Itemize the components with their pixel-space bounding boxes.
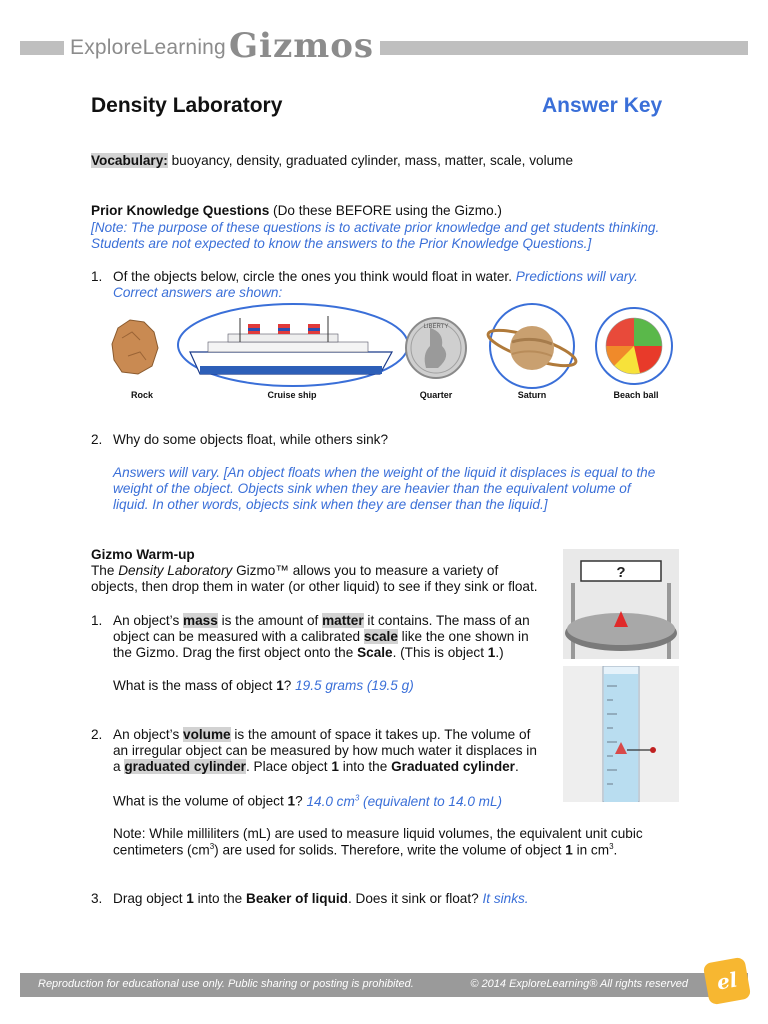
warmup-q1-answer: 19.5 grams (19.5 g)	[295, 678, 414, 693]
warmup-q2-l3c: into the	[338, 759, 392, 774]
object-label-cruise-ship: Cruise ship	[267, 390, 317, 400]
warmup-q1-l1a: An object’s	[113, 613, 184, 628]
warmup-q1-question	[113, 678, 414, 693]
warmup-q3-a: Drag object	[113, 891, 187, 906]
cruise-ship-image	[190, 316, 392, 374]
prior-q1-text-line	[113, 269, 638, 284]
warmup-heading: Gizmo Warm-up	[91, 547, 195, 562]
warmup-note-l2d: .	[613, 842, 618, 858]
footer-left-text: Reproduction for educational use only. Public sharing or posting is prohibited.	[38, 978, 414, 990]
warmup-q1-l2b: like the one shown in	[397, 629, 529, 644]
prior-knowledge-heading: Prior Knowledge Questions	[91, 203, 270, 218]
brand-gizmos: Gizmos	[229, 26, 375, 66]
warmup-intro-c: Gizmo™ allows you to measure a variety of	[232, 563, 499, 578]
warmup-intro-gizmo-name: Density Laboratory	[118, 563, 233, 578]
warmup-q2-line-2: an irregular object can be measured by how much water it displaces in	[113, 743, 537, 758]
warmup-q2-answer	[306, 794, 502, 809]
prior-q2-text: Why do some objects float, while others sink?	[113, 432, 389, 447]
prior-q2-answer-1: Answers will vary. [An object floats when the weight of the liquid it displaces is equal to the	[113, 465, 656, 480]
term-mass: mass	[183, 613, 218, 628]
warmup-q2-l1a: An object’s	[113, 727, 184, 742]
explorelearning-logo-icon: el	[703, 957, 752, 1006]
warmup-q1-scale-bold: Scale	[357, 645, 393, 660]
warmup-q2-l3a: a	[113, 759, 125, 774]
warmup-q3-beaker-bold: Beaker of liquid	[246, 891, 348, 906]
answer-key-label: Answer Key	[542, 94, 663, 117]
brand-explorelearning: ExploreLearning	[70, 36, 226, 59]
page-title: Density Laboratory	[91, 94, 283, 117]
warmup-q1-l1b: is the amount of	[217, 613, 323, 628]
warmup-q1-ask-b: ?	[283, 678, 296, 693]
warmup-note-sup2: 3	[609, 842, 614, 851]
warmup-q3-answer: It sinks.	[482, 891, 529, 906]
warmup-q1-line-1	[113, 613, 530, 628]
warmup-q2-ask-a: What is the volume of object	[113, 793, 288, 809]
term-scale: scale	[363, 629, 398, 644]
beach-ball-image	[606, 318, 662, 374]
vocabulary-line	[91, 153, 573, 168]
warmup-intro-line-1	[91, 563, 498, 578]
warmup-q1-line-3	[113, 645, 504, 660]
warmup-q2-l3d: .	[514, 759, 519, 774]
prior-q1-answer-2: Correct answers are shown:	[113, 285, 283, 300]
warmup-q2-object-1: 1	[331, 759, 339, 774]
warmup-intro-a: The	[91, 563, 119, 578]
warmup-q3-line	[113, 891, 529, 906]
warmup-q2-answer-sup: 3	[354, 793, 360, 802]
warmup-q3-c: . Does it sink or float?	[348, 891, 483, 906]
warmup-intro-line-2: objects, then drop them in water (or other liquid) to see if they sink or float.	[91, 579, 538, 594]
saturn-image	[485, 323, 579, 372]
warmup-q1-l2a: object can be measured with a calibrated	[113, 629, 364, 644]
vocabulary-terms: buoyancy, density, graduated cylinder, mass, matter, scale, volume	[167, 153, 574, 168]
object-label-saturn: Saturn	[517, 390, 547, 400]
warmup-q1-l1c: it contains. The mass of an	[363, 613, 530, 628]
warmup-q3-object-1: 1	[186, 891, 194, 906]
header-bar-left	[20, 41, 64, 55]
warmup-q1-object-1: 1	[487, 645, 496, 660]
warmup-note-l2a: centimeters (cm	[113, 842, 210, 858]
warmup-q1-number: 1.	[91, 613, 103, 628]
objects-figure	[100, 298, 680, 408]
warmup-q1-ask-a: What is the mass of object	[113, 678, 277, 693]
warmup-q3-number: 3.	[91, 891, 103, 906]
prior-knowledge-heading-line	[91, 203, 502, 218]
warmup-q2-line-1	[113, 727, 530, 742]
warmup-q3-b: into the	[193, 891, 247, 906]
warmup-q2-answer-a: 14.0 cm	[306, 793, 355, 809]
scale-readout: ?	[616, 564, 626, 581]
term-graduated-cylinder: graduated cylinder	[124, 759, 246, 774]
warmup-q2-l1b: is the amount of space it takes up. The volume of	[230, 727, 531, 742]
term-volume: volume	[183, 727, 231, 742]
prior-q1-text: Of the objects below, circle the ones you think would float in water.	[113, 269, 516, 284]
footer-bar	[20, 973, 748, 997]
warmup-q1-line-2	[113, 629, 529, 644]
scale-image	[563, 549, 679, 659]
footer-right-text: © 2014 ExploreLearning® All rights reserved	[470, 978, 688, 990]
rock-image	[112, 320, 158, 374]
warmup-note-l2b: ) are used for solids. Therefore, write the volume of object	[214, 842, 566, 858]
prior-q2-answer-2: weight of the object. Objects sink when they are heavier than the equivalent volume of	[113, 481, 631, 496]
vocabulary-label: Vocabulary:	[91, 153, 168, 168]
header-bar-right	[380, 41, 748, 55]
prior-q1-answer-1: Predictions will vary.	[515, 269, 638, 284]
quarter-image	[406, 318, 466, 378]
prior-q2-answer-3: liquid. In other words, objects sink when they are denser than the liquid.]	[113, 497, 548, 512]
warmup-q2-line-3	[113, 759, 519, 774]
prior-knowledge-instruction: (Do these BEFORE using the Gizmo.)	[269, 203, 502, 218]
warmup-q2-answer-b: (equivalent to 14.0 mL)	[359, 793, 503, 809]
prior-note-line-2: Students are not expected to know the answers to the Prior Knowledge Questions.]	[91, 236, 592, 251]
warmup-note-l2c: in cm	[572, 842, 610, 858]
warmup-note-line-1: Note: While milliliters (mL) are used to measure liquid volumes, the equivalent unit cubic	[113, 826, 643, 841]
warmup-q2-graduated-cylinder-bold: Graduated cylinder	[391, 759, 515, 774]
warmup-q2-ask-object: 1	[287, 793, 296, 809]
prior-q2-number: 2.	[91, 432, 103, 447]
prior-q1-number: 1.	[91, 269, 103, 284]
quarter-liberty-text: LIBERTY	[423, 324, 449, 330]
object-label-beach-ball: Beach ball	[613, 390, 659, 400]
object-label-quarter: Quarter	[419, 390, 453, 400]
term-matter: matter	[322, 613, 364, 628]
warmup-q1-l3b: . (This is object	[392, 645, 488, 660]
warmup-note-object-1: 1	[565, 842, 573, 858]
warmup-q1-l3a: the Gizmo. Drag the first object onto the	[113, 645, 358, 660]
warmup-q2-number: 2.	[91, 727, 103, 742]
graduated-cylinder-image	[563, 666, 679, 802]
warmup-q2-l3b: . Place object	[245, 759, 332, 774]
warmup-q2-ask-b: ?	[295, 793, 307, 809]
warmup-q1-l3c: .)	[495, 645, 504, 660]
warmup-note-sup: 3	[209, 842, 215, 851]
object-label-rock: Rock	[130, 390, 153, 400]
warmup-q1-ask-object: 1	[276, 678, 284, 693]
prior-note-line-1: [Note: The purpose of these questions is to activate prior knowledge and get students thinking.	[91, 220, 660, 235]
warmup-q2-question	[113, 793, 502, 809]
warmup-note-line-2	[113, 842, 617, 858]
